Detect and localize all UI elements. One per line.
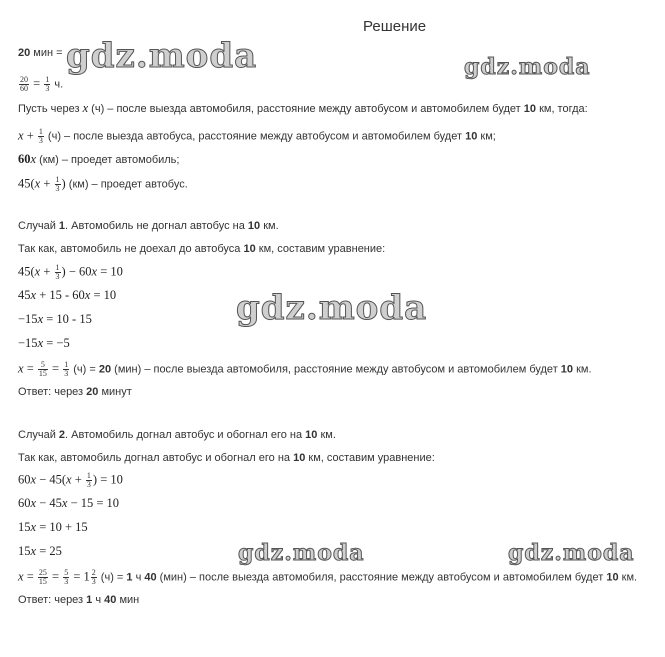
case-2-intro: Так как, автомобиль догнал автобус и обогнал его на 10 км, составим уравнение: [18,452,435,464]
fraction: $\frac{1}{3}$ [86,471,91,489]
text-line: x + $\frac{1}{3}$ (ч) – после выезда автобуса, расстояние между автобусом и автомобилем будет 10 км; [18,127,496,145]
page-title: Решение [363,18,427,35]
equation: 60x − 45(x + $\frac{1}{3}$ ) = 10 [18,471,123,489]
fraction: $\frac{5}{3}$ [64,568,69,586]
equation: 60x − 45x − 15 = 10 [18,496,120,510]
fraction: $\frac{2}{3}$ [91,568,96,586]
case-1-answer: Ответ: через 20 минут [18,386,132,398]
fraction: $\frac{1}{3}$ [55,263,60,281]
fraction: $\frac{20}{60}$ [20,75,28,93]
watermark-logo: gdz.moda [238,540,365,566]
equation: −15x = −5 [18,336,70,350]
minutes-line: 20 мин = [18,47,63,59]
equation: −15x = 10 - 15 [18,312,92,326]
watermark-logo: gdz.moda [464,54,591,80]
case-2-title: Случай 2. Автомобиль догнал автобус и обогнал его на 10 км. [18,429,336,441]
fraction: $\frac{1}{3}$ [38,127,43,145]
case-1-intro: Так как, автомобиль не доехал до автобуса 10 км, составим уравнение: [18,243,386,255]
fraction: $\frac{1}{3}$ [45,75,50,93]
text-line: Пусть через x (ч) – после выезда автомобиля, расстояние между автобусом и автомобилем будет 10 км, тогда: [18,101,588,115]
fraction: $\frac{1}{3}$ [64,360,69,378]
fraction: $\frac{25}{15}$ [38,568,47,586]
watermark-logo: gdz.moda [66,36,258,76]
case-2-answer: Ответ: через 1 ч 40 мин [18,594,140,606]
case-1-title: Случай 1. Автомобиль не догнал автобус на 10 км. [18,220,279,232]
equation: x = $\frac{5}{15}$ = $\frac{1}{3}$ (ч) = 20 (мин) – после выезда автомобиля, расстояние между автобусом и автомобилем будет 10 км. [18,360,592,378]
equation: 15x = 25 [18,544,62,558]
equation: 45(x + $\frac{1}{3}$ ) − 60x = 10 [18,263,123,281]
fraction: $\frac{5}{15}$ [38,360,47,378]
text-line: 60x (км) – проедет автомобиль; [18,152,180,166]
fraction: $\frac{1}{3}$ [55,175,60,193]
equation: x = $\frac{25}{15}$ = $\frac{5}{3}$ = 1 $\frac{2}{3}$ (ч) = 1 ч 40 (мин) – после выезда автомобиля, расстояние между автобусом и автомобилем будет 10 км. [18,568,638,586]
conversion-line: $\frac{20}{60}$ = $\frac{1}{3}$ ч. [20,75,64,93]
watermark-logo: gdz.moda [236,288,428,328]
text-line: 45(x + $\frac{1}{3}$ ) (км) – проедет автобус. [18,175,188,193]
equation: 45x + 15 - 60x = 10 [18,288,117,302]
watermark-logo: gdz.moda [508,540,635,566]
equation: 15x = 10 + 15 [18,520,88,534]
